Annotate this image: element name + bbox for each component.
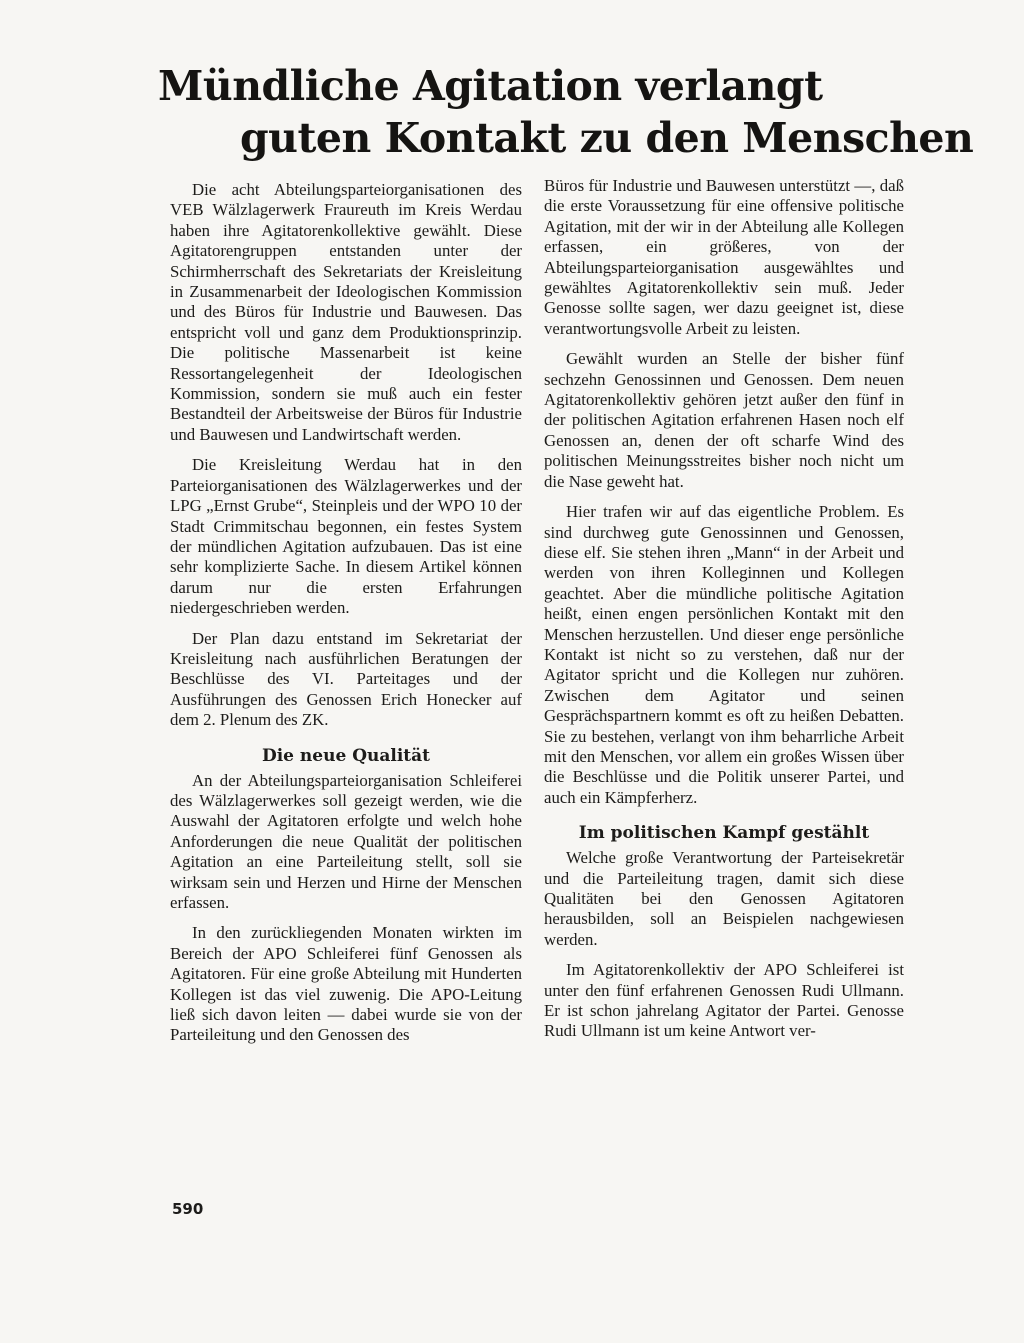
paragraph-left-2: Die Kreisleitung Werdau hat in den Parteiorganisationen des Wälzlagerwerkes und der LPG „Ernst Grube“, Steinpleis und der WPO 10 der Stadt Crimmitschau begonnen, ein festes System der mündlichen Agitation aufzubauen. Das ist eine sehr komplizierte Sache. In diesem Artikel können darum nur die ersten Erfahrungen niedergeschrieben werden. (170, 455, 522, 618)
paragraph-left-1: Die acht Abteilungsparteiorganisationen des VEB Wälzlagerwerk Fraureuth im Kreis Werdau haben ihre Agitatorenkollektive gewählt. Diese Agitatorengruppen entstanden unter der Schirmherrschaft des Sekretariats der Kreisleitung in Zusammenarbeit der Ideologischen Kommission und des Büros für Industrie und Bauwesen. Das entspricht voll und ganz dem Produktionsprinzip. Die politische Massenarbeit ist keine Ressortangelegenheit der Ideologischen Kommission, sondern sie muß auch ein fester Bestandteil der Arbeitsweise der Büros für Industrie und Bauwesen und Landwirtschaft werden. (170, 180, 522, 444)
paragraph-left-3: Der Plan dazu entstand im Sekretariat der Kreisleitung nach ausführlichen Beratungen der Beschlüsse des VI. Parteitages und der Ausführungen des Genossen Erich Honecker auf dem 2. Plenum des ZK. (170, 628, 522, 730)
left-column (170, 180, 522, 1056)
section-heading-im-politischen-kampf: Im politischen Kampf gestählt (578, 823, 870, 844)
section-heading-die-neue-qualitaet: Die neue Qualität (261, 745, 431, 766)
paragraph-right-3: Hier trafen wir auf das eigentliche Problem. Es sind durchweg gute Genossinnen und Genossen, diese elf. Sie stehen ihren „Mann“ in der Arbeit und werden von ihren Kolleginnen und Kollegen geachtet. Aber die mündliche politische Agitation heißt, einen engen persönlichen Kontakt mit den Menschen herzustellen. Und dieser enge persönliche Kontakt ist nicht so zu verstehen, daß nur der Agitator spricht und die Kollegen nur zuhören. Zwischen dem Agitator und seinen Gesprächspartnern kommt es oft zu heißen Debatten. Sie zu bestehen, verlangt von ihm beharrliche Arbeit mit den Menschen, vor allem ein großes Wissen über die Beschlüsse und die Politik unserer Partei, und auch ein Kämpferherz. (544, 502, 904, 807)
paragraph-right-4: Welche große Verantwortung der Parteisekretär und die Parteileitung tragen, damit sich diese Qualitäten bei den Genossen Agitatoren herausbilden, soll an Beispielen nachgewiesen werden. (544, 848, 904, 949)
paragraph-left-4: An der Abteilungsparteiorganisation Schleiferei des Wälzlagerwerkes soll gezeigt werden, wie die Auswahl der Agitatoren erfolgte und welch hohe Anforderungen die neue Qualität der politischen Agitation an eine Parteileitung stellt, soll sie wirksam sein und Herzen und Hirne der Menschen erfassen. (170, 770, 522, 912)
title-line-2: guten Kontakt zu den Menschen (240, 114, 974, 162)
article-title (140, 60, 974, 164)
paragraph-right-1: Büros für Industrie und Bauwesen unterstützt —, daß die erste Voraussetzung für eine offensive politische Agitation, mit der wir in der Abteilung alle Kollegen erfassen, ein größeres, von der Abteilungsparteiorganisation ausgewähltes und gewähltes Agitatorenkollektiv sein muß. Jeder Genosse sollte sagen, wer dazu geeignet ist, diese verantwortungsvolle Arbeit zu leisten. (544, 176, 904, 338)
paragraph-right-2: Gewählt wurden an Stelle der bisher fünf sechzehn Genossinnen und Genossen. Dem neuen Agitatorenkollektiv gehören jetzt außer den fünf in der politischen Agitation erfahrenen Hasen noch elf Genossen an, denen der oft scharfe Wind des politischen Meinungsstreites bisher noch nicht um die Nase geweht hat. (544, 349, 904, 491)
title-line-1: Mündliche Agitation verlangt (158, 62, 823, 110)
page-number: 590 (172, 1200, 204, 1218)
paragraph-right-5: Im Agitatorenkollektiv der APO Schleiferei ist unter den fünf erfahrenen Genossen Rudi Ullmann. Er ist schon jahrelang Agitator der Partei. Genosse Rudi Ullmann ist um keine Antwort ver- (544, 960, 904, 1041)
paragraph-left-5: In den zurückliegenden Monaten wirkten im Bereich der APO Schleiferei fünf Genossen als Agitatoren. Für eine große Abteilung mit Hunderten Kollegen ist das viel zuwenig. Die APO-Leitung ließ sich davon leiten — dabei wurde sie von der Parteileitung und den Genossen des (170, 923, 522, 1045)
right-column (544, 176, 904, 1052)
